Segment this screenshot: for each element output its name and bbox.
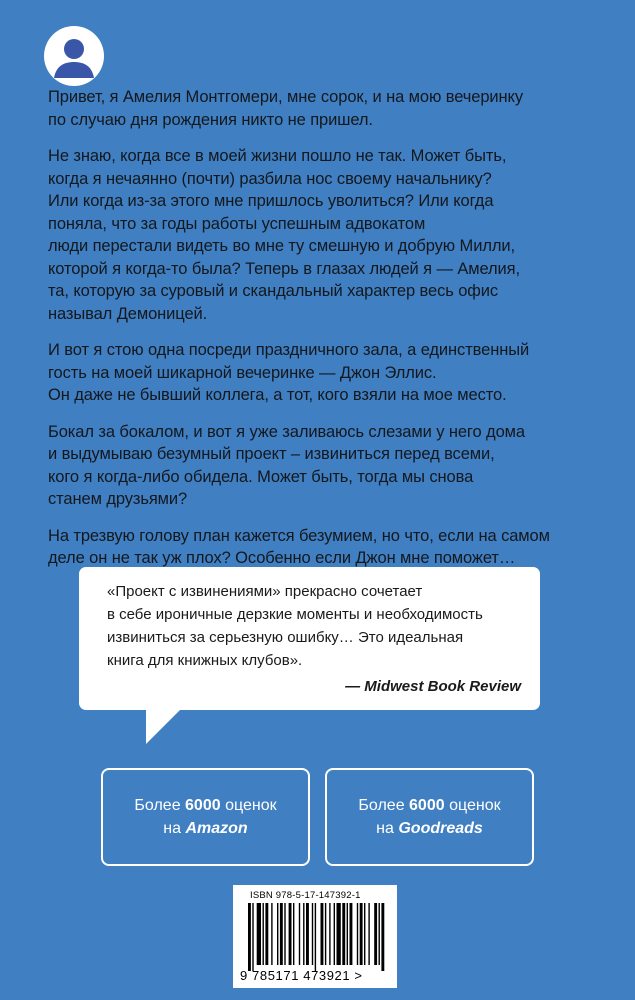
description (48, 86, 603, 584)
barcode-bar (368, 903, 369, 965)
rating-count: 6000 (409, 797, 445, 814)
barcode-bar (277, 903, 278, 965)
barcode-bar (293, 903, 294, 965)
barcode-bar (357, 903, 358, 965)
barcode-bar (334, 903, 335, 965)
barcode-bar (342, 903, 345, 965)
barcode-bar (252, 903, 253, 971)
barcode-bar (379, 903, 380, 965)
isbn-barcode (233, 885, 397, 988)
paragraph-party: И вот я стою одна посреди праздничного зала, а единственный гость на моей шикарной вечеринке — Джон Эллис. Он даже не бывший коллега, а тот, кого взяли на мое место. (48, 341, 530, 404)
barcode-bar (374, 903, 377, 965)
paragraph-project: Бокал за бокалом, и вот я уже заливаюсь слезами у него дома и выдумываю безумный проект – извиниться перед всеми, кого я когда-либо обидела. Может быть, тогда мы снова станем друзьями? (48, 422, 525, 508)
barcode-bar (299, 903, 300, 965)
barcode-bar (329, 903, 330, 965)
rating-count: 6000 (185, 797, 221, 814)
isbn-label: ISBN 978-5-17-147392-1 (250, 890, 361, 901)
rating-platform: Goodreads (398, 820, 483, 837)
rating-badge-amazon (101, 768, 310, 866)
rating-line-platform: на Amazon (163, 820, 248, 837)
barcode-bar (289, 903, 292, 965)
paragraph-plan: На трезвую голову план кажется безумием, но что, если на самом деле он не так уж плох? Особенно если Джон мне поможет… (48, 526, 550, 567)
barcode-bar (337, 903, 341, 965)
barcode-bar (312, 903, 313, 965)
barcode-bar (265, 903, 268, 965)
review-quote: «Проект с извинениями» прекрасно сочетает в себе ироничные дерзкие моменты и необходимость извиниться за серьезную ошибку… Это идеальная книга для книжных клубов». (107, 583, 483, 669)
barcode-bar (347, 903, 348, 965)
barcode-bar (306, 903, 309, 965)
rating-line-count: Более 6000 оценок (134, 797, 277, 814)
rating-platform: Amazon (185, 820, 248, 837)
barcode-bar (315, 903, 316, 971)
speech-bubble-tail (146, 706, 184, 744)
user-avatar-icon (44, 26, 104, 86)
barcode-bar (280, 903, 283, 965)
barcode-bar (271, 903, 272, 965)
rating-badge-goodreads (325, 768, 534, 866)
paragraph-intro: Привет, я Амелия Монтгомери, мне сорок, и на мою вечеринку по случаю дня рождения никто не пришел. (48, 88, 523, 129)
barcode-bar (350, 903, 353, 965)
barcode-bar (364, 903, 365, 965)
rating-line-platform: на Goodreads (376, 820, 483, 837)
barcode-bar (248, 903, 251, 971)
review-source: — Midwest Book Review (345, 678, 521, 695)
barcode-digits: 9 785171 473921 > (240, 968, 363, 983)
rating-line-count: Более 6000 оценок (358, 797, 501, 814)
barcode-bar (257, 903, 261, 965)
barcode-bar (325, 903, 326, 965)
barcode-bar (284, 903, 285, 965)
barcode-bar (381, 903, 384, 971)
barcode-bar (321, 903, 324, 965)
barcode-bar (303, 903, 304, 965)
barcode-bar (360, 903, 363, 965)
paragraph-past: Не знаю, когда все в моей жизни пошло не так. Может быть, когда я нечаянно (почти) разбила нос своему начальнику? Или когда из-за этого мне пришлось уволиться? Или когда поняла, что за годы работы успешным адвокатом люди перестали видеть во мне ту смешную и добрую Милли, которой я когда-то была? Теперь в глазах людей я — Амелия, та, которую за суровый и скандальный характер весь офис называл Демоницей. (48, 147, 520, 323)
barcode-bar (263, 903, 264, 965)
